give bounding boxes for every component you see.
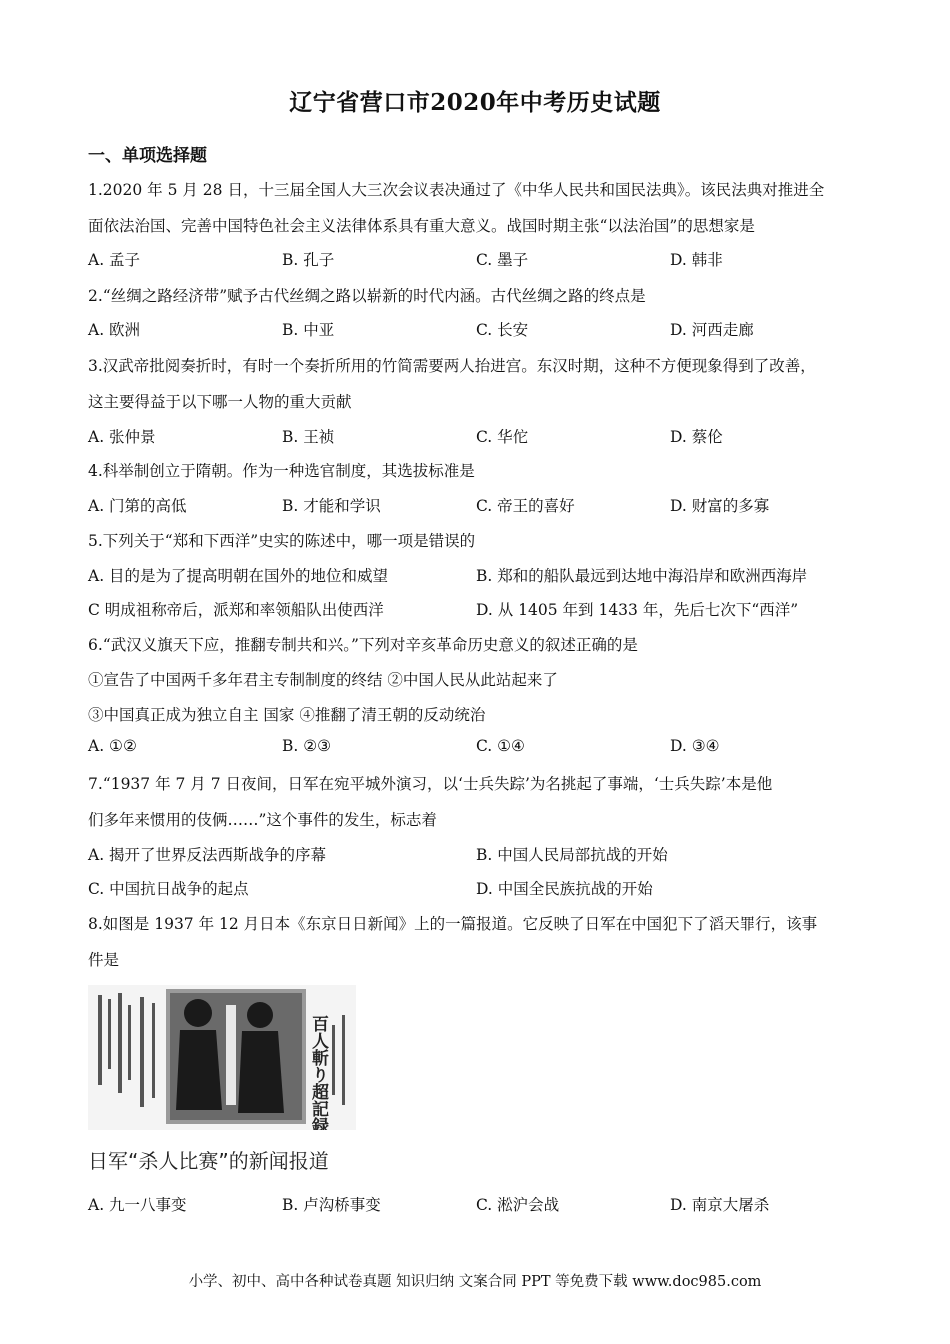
question-6-line-3: ③中国真正成为独立自主 国家 ④推翻了清王朝的反动统治 <box>88 706 486 724</box>
question-6-option-a: A. ①② <box>88 737 137 755</box>
question-2-option-b: B. 中亚 <box>282 321 335 339</box>
question-6-option-b: B. ②③ <box>282 737 332 755</box>
question-5-line-1: 5.下列关于“郑和下西洋”史实的陈述中，哪一项是错误的 <box>88 532 476 550</box>
question-7-option-a: A. 揭开了世界反法西斯战争的序幕 <box>88 846 327 864</box>
figure-caption: 日军“杀人比赛”的新闻报道 <box>88 1149 329 1173</box>
newspaper-photo <box>88 985 356 1130</box>
question-3-option-a: A. 张仲景 <box>88 428 156 446</box>
question-6-option-c: C. ①④ <box>476 737 525 755</box>
question-8-option-d: D. 南京大屠杀 <box>670 1196 770 1214</box>
question-7-line-1: 7.“1937 年 7 月 7 日夜间，日军在宛平城外演习，以‘士兵失踪’为名挑起了事端，‘士兵失踪’本是他 <box>88 775 773 793</box>
question-2-option-c: C. 长安 <box>476 321 529 339</box>
question-1-line-2: 面依法治国、完善中国特色社会主义法律体系具有重大意义。战国时期主张“以法治国”的思想家是 <box>88 217 755 235</box>
question-4-option-d: D. 财富的多寡 <box>670 497 770 515</box>
question-8-option-a: A. 九一八事变 <box>88 1196 187 1214</box>
question-1-option-d: D. 韩非 <box>670 251 723 269</box>
question-8-line-1: 8.如图是 1937 年 12 月日本《东京日日新闻》上的一篇报道。它反映了日军在中国犯下了滔天罪行，该事 <box>88 915 818 933</box>
question-5-option-b: B. 郑和的船队最远到达地中海沿岸和欧洲西海岸 <box>476 567 808 585</box>
question-1-option-c: C. 墨子 <box>476 251 529 269</box>
page-title: 辽宁省营口市2020年中考历史试题 <box>289 89 661 116</box>
question-3-option-d: D. 蔡伦 <box>670 428 723 446</box>
question-7-option-b: B. 中国人民局部抗战的开始 <box>476 846 668 864</box>
question-4-option-a: A. 门第的高低 <box>88 497 187 515</box>
question-5-option-d: D. 从 1405 年到 1433 年，先后七次下“西洋” <box>476 601 799 619</box>
question-5-option-a: A. 目的是为了提高明朝在国外的地位和威望 <box>88 567 389 585</box>
question-7-option-d: D. 中国全民族抗战的开始 <box>476 880 653 898</box>
question-8-line-2: 件是 <box>88 951 120 969</box>
question-4-option-c: C. 帝王的喜好 <box>476 497 575 515</box>
question-3-line-1: 3.汉武帝批阅奏折时，有时一个奏折所用的竹简需要两人抬进宫。东汉时期，这种不方便现象得到了改善， <box>88 357 816 375</box>
section-heading: 一、单项选择题 <box>88 146 207 166</box>
question-3-option-b: B. 王祯 <box>282 428 335 446</box>
question-3-line-2: 这主要得益于以下哪一人物的重大贡献 <box>88 393 352 411</box>
question-6-line-1: 6.“武汉义旗天下应，推翻专制共和兴。”下列对辛亥革命历史意义的叙述正确的是 <box>88 636 638 654</box>
question-2-option-a: A. 欧洲 <box>88 321 141 339</box>
question-7-line-2: 们多年来惯用的伎俩……”这个事件的发生，标志着 <box>88 811 437 829</box>
question-6-option-d: D. ③④ <box>670 737 720 755</box>
question-5-option-c: C 明成祖称帝后，派郑和率领船队出使西洋 <box>88 601 384 619</box>
question-4-option-b: B. 才能和学识 <box>282 497 381 515</box>
page-footer: 小学、初中、高中各种试卷真题 知识归纳 文案合同 PPT 等免费下载 www.doc985.com <box>188 1274 762 1290</box>
question-2-option-d: D. 河西走廊 <box>670 321 754 339</box>
question-1-line-1: 1.2020 年 5 月 28 日，十三届全国人大三次会议表决通过了《中华人民共和国民法典》。该民法典对推进全 <box>88 181 825 199</box>
question-2-line-1: 2.“丝绸之路经济带”赋予古代丝绸之路以崭新的时代内涵。古代丝绸之路的终点是 <box>88 287 646 305</box>
question-1-option-a: A. 孟子 <box>88 251 141 269</box>
question-8-option-b: B. 卢沟桥事变 <box>282 1196 381 1214</box>
newspaper-heading: 百人斬り超記録 <box>308 1015 328 1130</box>
question-4-line-1: 4.科举制创立于隋朝。作为一种选官制度，其选拔标准是 <box>88 462 475 480</box>
question-8-option-c: C. 淞沪会战 <box>476 1196 560 1214</box>
question-7-option-c: C. 中国抗日战争的起点 <box>88 880 249 898</box>
question-3-option-c: C. 华佗 <box>476 428 529 446</box>
question-6-line-2: ①宣告了中国两千多年君主专制制度的终结 ②中国人民从此站起来了 <box>88 671 558 689</box>
question-1-option-b: B. 孔子 <box>282 251 335 269</box>
